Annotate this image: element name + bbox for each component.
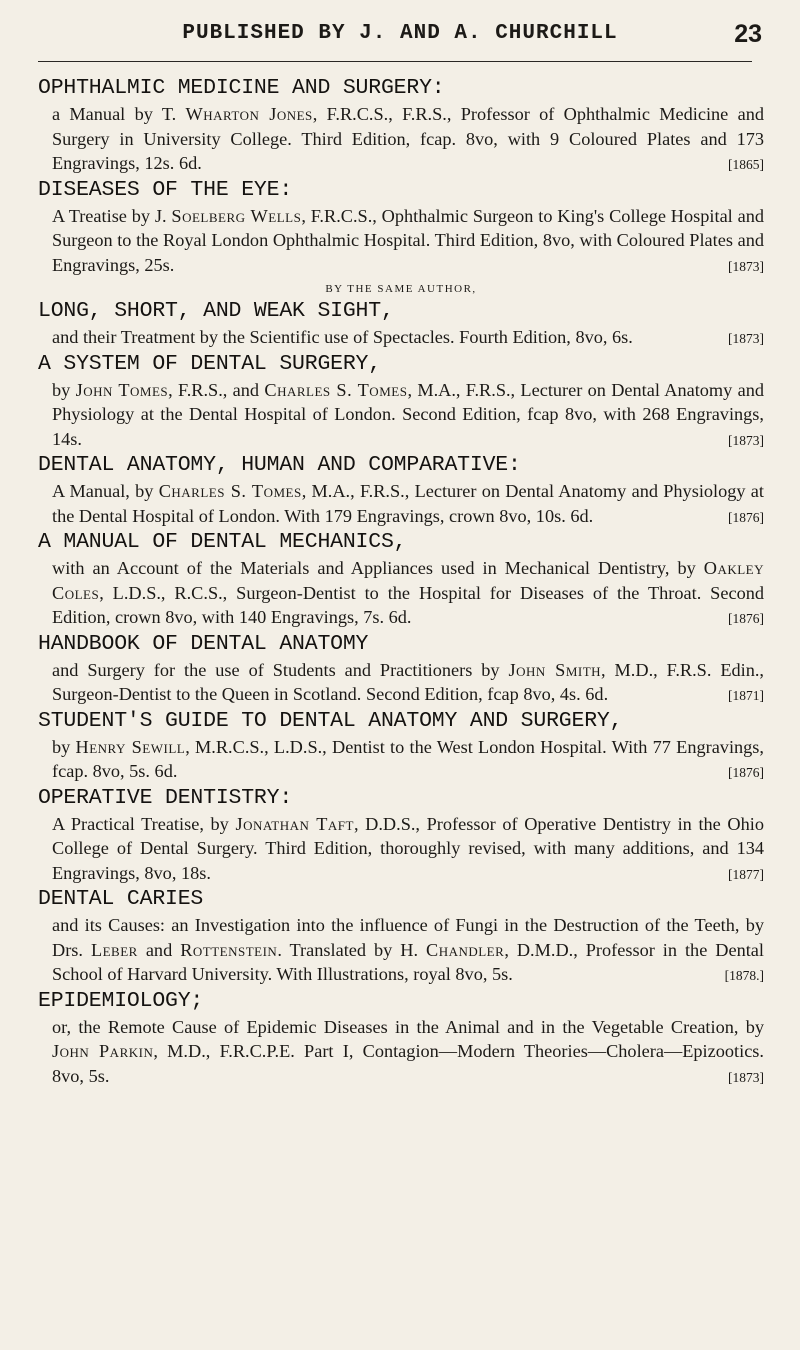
author-name: Soelberg Wells — [171, 205, 302, 226]
author-name: Jonathan Taft — [235, 813, 354, 834]
author-name: Rottenstein — [180, 939, 278, 960]
publication-year: [1873] — [728, 1069, 764, 1085]
publication-year: [1873] — [728, 331, 764, 346]
catalogue-entry — [38, 784, 764, 886]
description-text: , M.A., F.R.S., Lecturer on Dental Anatomy and Physiology at the Dental Hospital of London. With 179 Engravings, crown 8vo, 10s. 6d. — [52, 481, 764, 526]
description-text: , D.M.D., Professor in the Dental School of Harvard University. With Illustrations, royal 8vo, 5s. — [52, 939, 765, 984]
author-name: John Parkin — [52, 1041, 154, 1061]
description-text: or, the Remote Cause of Epidemic Diseases in the Animal and in the Vegetable Creation, by — [52, 1016, 764, 1037]
description-text: a Manual by T. — [52, 104, 186, 124]
author-name: Oakley Coles — [52, 558, 764, 603]
entry-description — [38, 735, 764, 784]
entry-description — [38, 1015, 764, 1089]
catalogue-entry — [38, 297, 764, 350]
entry-description — [38, 479, 764, 528]
author-name: Charles S. Tomes — [264, 379, 408, 400]
description-text: and their Treatment by the Scientific use of Spectacles. Fourth Edition, 8vo, 6s. — [52, 327, 633, 347]
description-text: by — [52, 379, 76, 400]
header-rule — [38, 61, 752, 62]
entry-title: A SYSTEM OF DENTAL SURGERY, — [38, 351, 381, 376]
entry-title: LONG, SHORT, AND WEAK SIGHT, — [38, 299, 394, 323]
publication-year: [1876] — [728, 611, 764, 626]
entry-description — [38, 913, 764, 987]
entry-title: A MANUAL OF DENTAL MECHANICS, — [38, 530, 407, 554]
page-header — [38, 22, 762, 58]
entry-title: OPHTHALMIC MEDICINE AND SURGERY: — [38, 76, 445, 100]
entry-title: OPERATIVE DENTISTRY: — [38, 785, 293, 810]
catalogue-entry — [38, 176, 764, 298]
catalogue-entry — [38, 987, 764, 1089]
author-name: Wharton Jones — [185, 104, 313, 124]
description-text: , M.R.C.S., L.D.S., Dentist to the West London Hospital. With 77 Engravings, fcap. 8vo, 5s. 6d. — [52, 736, 764, 781]
description-text: , M.D., F.R.C.P.E. Part I, Contagion—Modern Theories—Cholera—Epizootics. 8vo, 5s. — [52, 1041, 764, 1086]
description-text: , M.A., F.R.S., Lecturer on Dental Anatomy and Physiology at the Dental Hospital of London. Second Edition, fcap 8vo, with 268 Engravings, 14s. — [52, 379, 764, 449]
description-text: A Treatise by J. — [52, 205, 172, 226]
description-text: , M.D., F.R.S. Edin., Surgeon-Dentist to the Queen in Scotland. Second Edition, fcap 8vo, 4s. 6d. — [52, 659, 764, 704]
entry-title: DENTAL ANATOMY, HUMAN AND COMPARATIVE: — [38, 453, 521, 477]
description-text: . Translated by H. — [277, 939, 426, 960]
catalogue-entry — [38, 528, 764, 630]
catalogue-entry — [38, 350, 764, 452]
catalogue-entry — [38, 451, 764, 528]
entry-description — [38, 325, 764, 350]
entry-title: DENTAL CARIES — [38, 887, 204, 911]
description-text: with an Account of the Materials and Appliances used in Mechanical Dentistry, by — [52, 558, 704, 578]
entry-description — [38, 556, 764, 630]
author-name: John Tomes — [75, 379, 169, 400]
catalogue-entry — [38, 707, 764, 784]
page-number: 23 — [734, 20, 762, 48]
description-text: and its Causes: an Investigation into the influence of Fungi in the Destruction of the Teeth, by Drs. — [52, 915, 764, 960]
description-text: , L.D.S., R.C.S., Surgeon-Dentist to the Hospital for Diseases of the Throat. Second Edition, crown 8vo, with 140 Engravings, 7s. 6d. — [52, 582, 764, 627]
entry-description — [38, 658, 764, 707]
description-text: and — [137, 939, 181, 960]
entry-title: DISEASES OF THE EYE: — [38, 177, 293, 202]
catalogue-entry — [38, 74, 764, 176]
author-name: Charles S. Tomes — [158, 481, 302, 501]
publication-year: [1865] — [728, 157, 764, 172]
description-text: and Surgery for the use of Students and Practitioners by — [52, 659, 509, 680]
author-name: Chandler — [426, 939, 505, 960]
description-text: , F.R.C.S., Ophthalmic Surgeon to King's College Hospital and Surgeon to the Royal London Ophthalmic Hospital. Third Edition, 8vo, with Coloured Plates and Engravings, 25s. — [52, 205, 764, 275]
entry-description — [38, 102, 764, 176]
entry-description — [38, 812, 764, 886]
catalogue-entry — [38, 885, 764, 987]
entry-title: HANDBOOK OF DENTAL ANATOMY — [38, 631, 369, 656]
description-text: , D.D.S., Professor of Operative Dentistry in the Ohio College of Dental Surgery. Third Edition, thoroughly revised, with many additions, and 134 Engravings, 8vo, 18s. — [52, 813, 764, 883]
publication-year: [1876] — [728, 509, 764, 525]
description-text: , F.R.S., and — [168, 379, 265, 400]
publication-year: [1876] — [728, 765, 764, 780]
description-text: by — [52, 736, 76, 757]
publication-year: [1873] — [728, 258, 764, 274]
publication-year: [1878.] — [724, 968, 764, 983]
author-name: John Smith — [508, 659, 602, 680]
description-text: A Practical Treatise, by — [52, 813, 236, 834]
entry-description — [38, 378, 764, 452]
publication-year: [1873] — [728, 432, 764, 448]
entry-description — [38, 204, 764, 278]
entry-title: EPIDEMIOLOGY; — [38, 988, 204, 1013]
entry-title: STUDENT'S GUIDE TO DENTAL ANATOMY AND SURGERY, — [38, 708, 623, 733]
author-name: Leber — [90, 939, 138, 960]
running-title: PUBLISHED BY J. AND A. CHURCHILL — [182, 22, 618, 45]
catalogue-list — [38, 74, 764, 1090]
description-text: , F.R.C.S., F.R.S., Professor of Ophthalmic Medicine and Surgery in University College. Third Edition, fcap. 8vo, with 9 Coloured Plates and 173 Engravings, 12s. 6d. — [52, 104, 764, 173]
publication-year: [1871] — [728, 688, 764, 703]
author-name: Henry Sewill — [75, 736, 186, 757]
publication-year: [1877] — [728, 866, 764, 882]
description-text: A Manual, by — [52, 481, 159, 501]
same-author-note: BY THE SAME AUTHOR, — [325, 283, 477, 295]
catalogue-entry — [38, 630, 764, 707]
